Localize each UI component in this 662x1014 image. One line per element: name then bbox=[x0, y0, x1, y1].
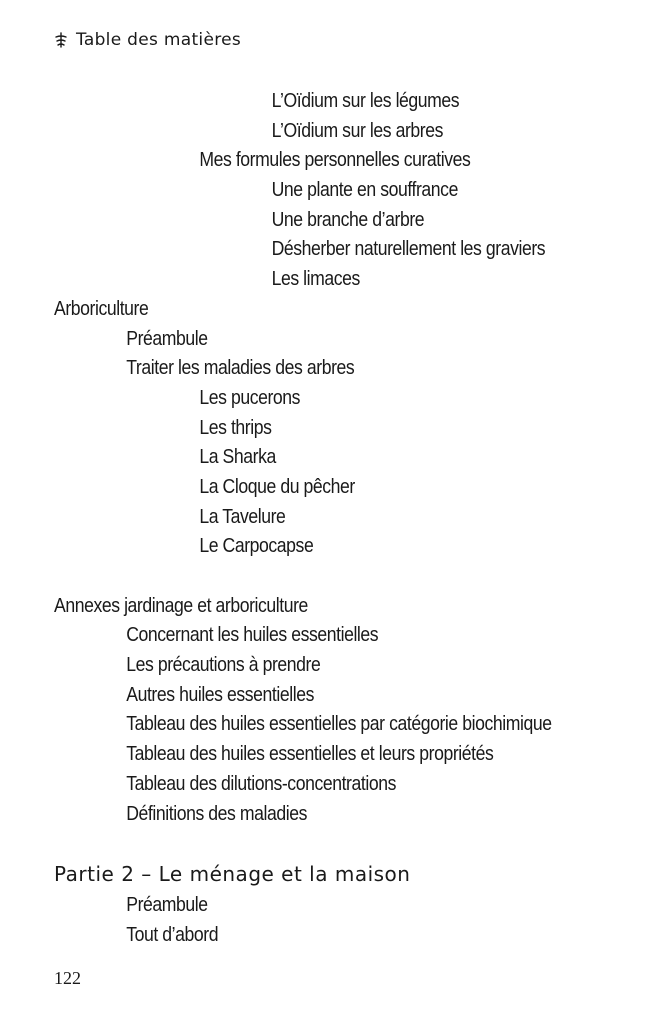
toc-entry[interactable]: Tableau des huiles essentielles et leurs propriétés bbox=[126, 742, 494, 766]
toc-entry[interactable]: Les limaces bbox=[271, 267, 360, 291]
header-title: Table des matières bbox=[76, 30, 242, 50]
section-gap bbox=[54, 561, 570, 591]
running-header bbox=[54, 30, 241, 50]
toc-entry[interactable]: Mes formules personnelles curatives bbox=[199, 148, 471, 172]
toc-entry[interactable]: Préambule bbox=[126, 893, 208, 916]
toc-entry[interactable]: Une branche d’arbre bbox=[271, 207, 425, 231]
table-of-contents bbox=[54, 86, 570, 828]
toc-entry[interactable]: Les précautions à prendre bbox=[126, 653, 321, 677]
toc-entry[interactable]: Les thrips bbox=[199, 415, 272, 439]
toc-entry[interactable]: Traiter les maladies des arbres bbox=[126, 356, 355, 380]
toc-entry[interactable]: La Tavelure bbox=[199, 504, 286, 528]
page-number: 122 bbox=[54, 968, 81, 988]
toc-entry[interactable]: Tableau des huiles essentielles par catégorie biochimique bbox=[126, 712, 552, 736]
toc-entry[interactable]: La Cloque du pêcher bbox=[199, 474, 355, 498]
toc-entry[interactable]: Le Carpocapse bbox=[199, 534, 314, 558]
toc-entry[interactable]: Préambule bbox=[126, 326, 208, 350]
toc-entry[interactable]: Autres huiles essentielles bbox=[126, 682, 315, 706]
toc-entry[interactable]: Les pucerons bbox=[199, 385, 301, 409]
part-2-title[interactable]: Partie 2 – Le ménage et la maison bbox=[54, 862, 411, 886]
toc-entry[interactable]: Une plante en souffrance bbox=[271, 178, 458, 202]
toc-entry[interactable]: Définitions des maladies bbox=[126, 801, 308, 825]
toc-section-arboriculture[interactable]: Arboriculture bbox=[54, 296, 149, 320]
toc-entry[interactable]: Tout d’abord bbox=[126, 922, 219, 946]
toc-entry[interactable]: Tableau des dilutions-concentrations bbox=[126, 771, 396, 795]
fleuron-icon bbox=[54, 32, 68, 48]
toc-section-annexes[interactable]: Annexes jardinage et arboriculture bbox=[54, 593, 308, 617]
toc-entry[interactable]: La Sharka bbox=[199, 445, 276, 469]
toc-entry[interactable]: Désherber naturellement les graviers bbox=[271, 237, 546, 261]
toc-entry[interactable]: L’Oïdium sur les arbres bbox=[271, 118, 443, 142]
part-2-entries bbox=[54, 890, 218, 949]
toc-entry[interactable]: L’Oïdium sur les légumes bbox=[271, 89, 460, 112]
toc-entry[interactable]: Concernant les huiles essentielles bbox=[126, 623, 379, 647]
